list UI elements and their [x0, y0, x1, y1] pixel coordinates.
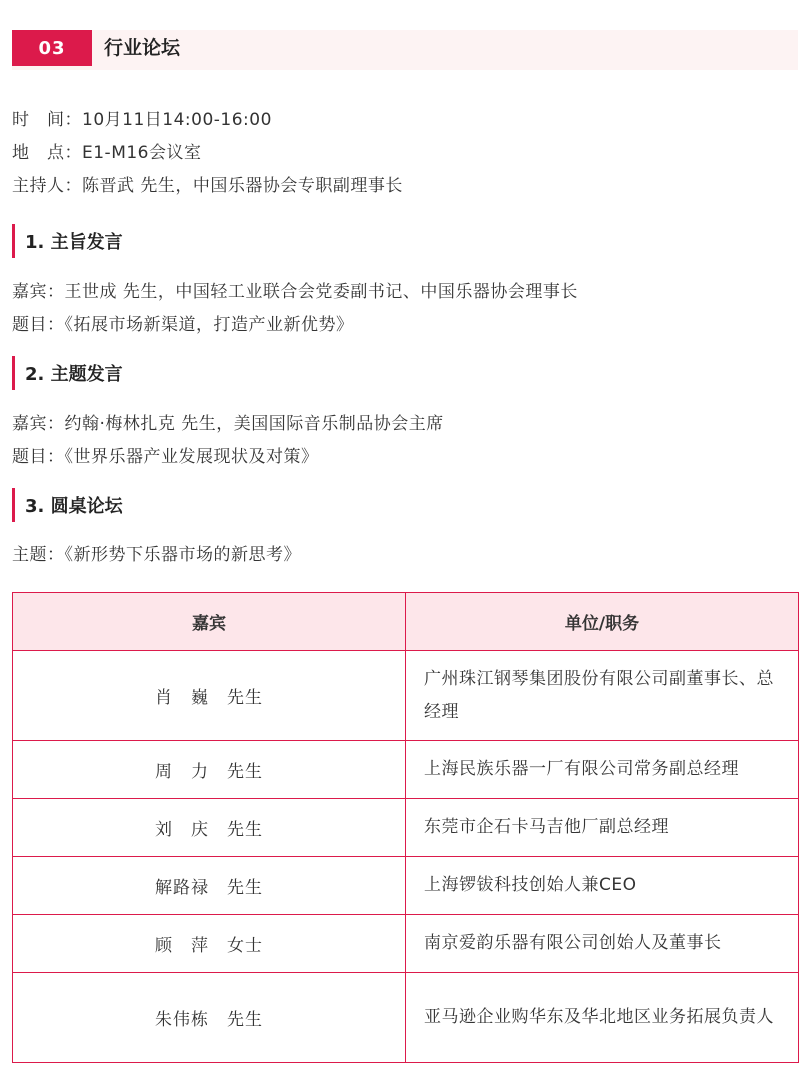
- roundtable-topic: 主题：《新形势下乐器市场的新思考》: [12, 545, 301, 565]
- guest-name: 解路禄 先生: [13, 857, 406, 915]
- info-time: 时 间：10月11日14:00-16:00: [12, 110, 272, 130]
- guest-org: 广州珠江钢琴集团股份有限公司副董事长、总经理: [406, 651, 799, 741]
- guest-org: 上海民族乐器一厂有限公司常务副总经理: [406, 741, 799, 799]
- guest-name: 刘 庆 先生: [13, 799, 406, 857]
- column-header-org: 单位/职务: [406, 593, 799, 651]
- guest-name: 顾 萍 女士: [13, 915, 406, 973]
- guest-name: 朱伟栋 先生: [13, 973, 406, 1063]
- theme-speech-guest: 嘉宾：约翰·梅林扎克 先生，美国国际音乐制品协会主席: [12, 414, 444, 434]
- table-header-row: [13, 593, 799, 651]
- guest-org: 东莞市企石卡马吉他厂副总经理: [406, 799, 799, 857]
- section-header: [12, 30, 798, 70]
- info-place: 地 点：E1-M16会议室: [12, 143, 202, 163]
- theme-speech-heading: 2. 主题发言: [12, 356, 123, 390]
- guest-org: 上海锣钹科技创始人兼CEO: [406, 857, 799, 915]
- theme-speech-topic: 题目：《世界乐器产业发展现状及对策》: [12, 447, 319, 467]
- table-row: [13, 857, 799, 915]
- guest-name: 周 力 先生: [13, 741, 406, 799]
- guest-name: 肖 巍 先生: [13, 651, 406, 741]
- roundtable-heading: 3. 圆桌论坛: [12, 488, 123, 522]
- keynote-guest: 嘉宾：王世成 先生，中国轻工业联合会党委副书记、中国乐器协会理事长: [12, 282, 578, 302]
- table-row: [13, 915, 799, 973]
- section-number-badge: 03: [12, 30, 92, 66]
- column-header-guest: 嘉宾: [13, 593, 406, 651]
- guest-org: 南京爱韵乐器有限公司创始人及董事长: [406, 915, 799, 973]
- table-row: [13, 741, 799, 799]
- guest-org: 亚马逊企业购华东及华北地区业务拓展负责人: [406, 973, 799, 1063]
- table-row: [13, 799, 799, 857]
- table-row: [13, 973, 799, 1063]
- table-row: [13, 651, 799, 741]
- keynote-heading: 1. 主旨发言: [12, 224, 123, 258]
- keynote-topic: 题目：《拓展市场新渠道，打造产业新优势》: [12, 315, 354, 335]
- section-title: 行业论坛: [104, 37, 181, 59]
- guest-table: [12, 592, 799, 1063]
- info-host: 主持人：陈晋武 先生，中国乐器协会专职副理事长: [12, 176, 403, 196]
